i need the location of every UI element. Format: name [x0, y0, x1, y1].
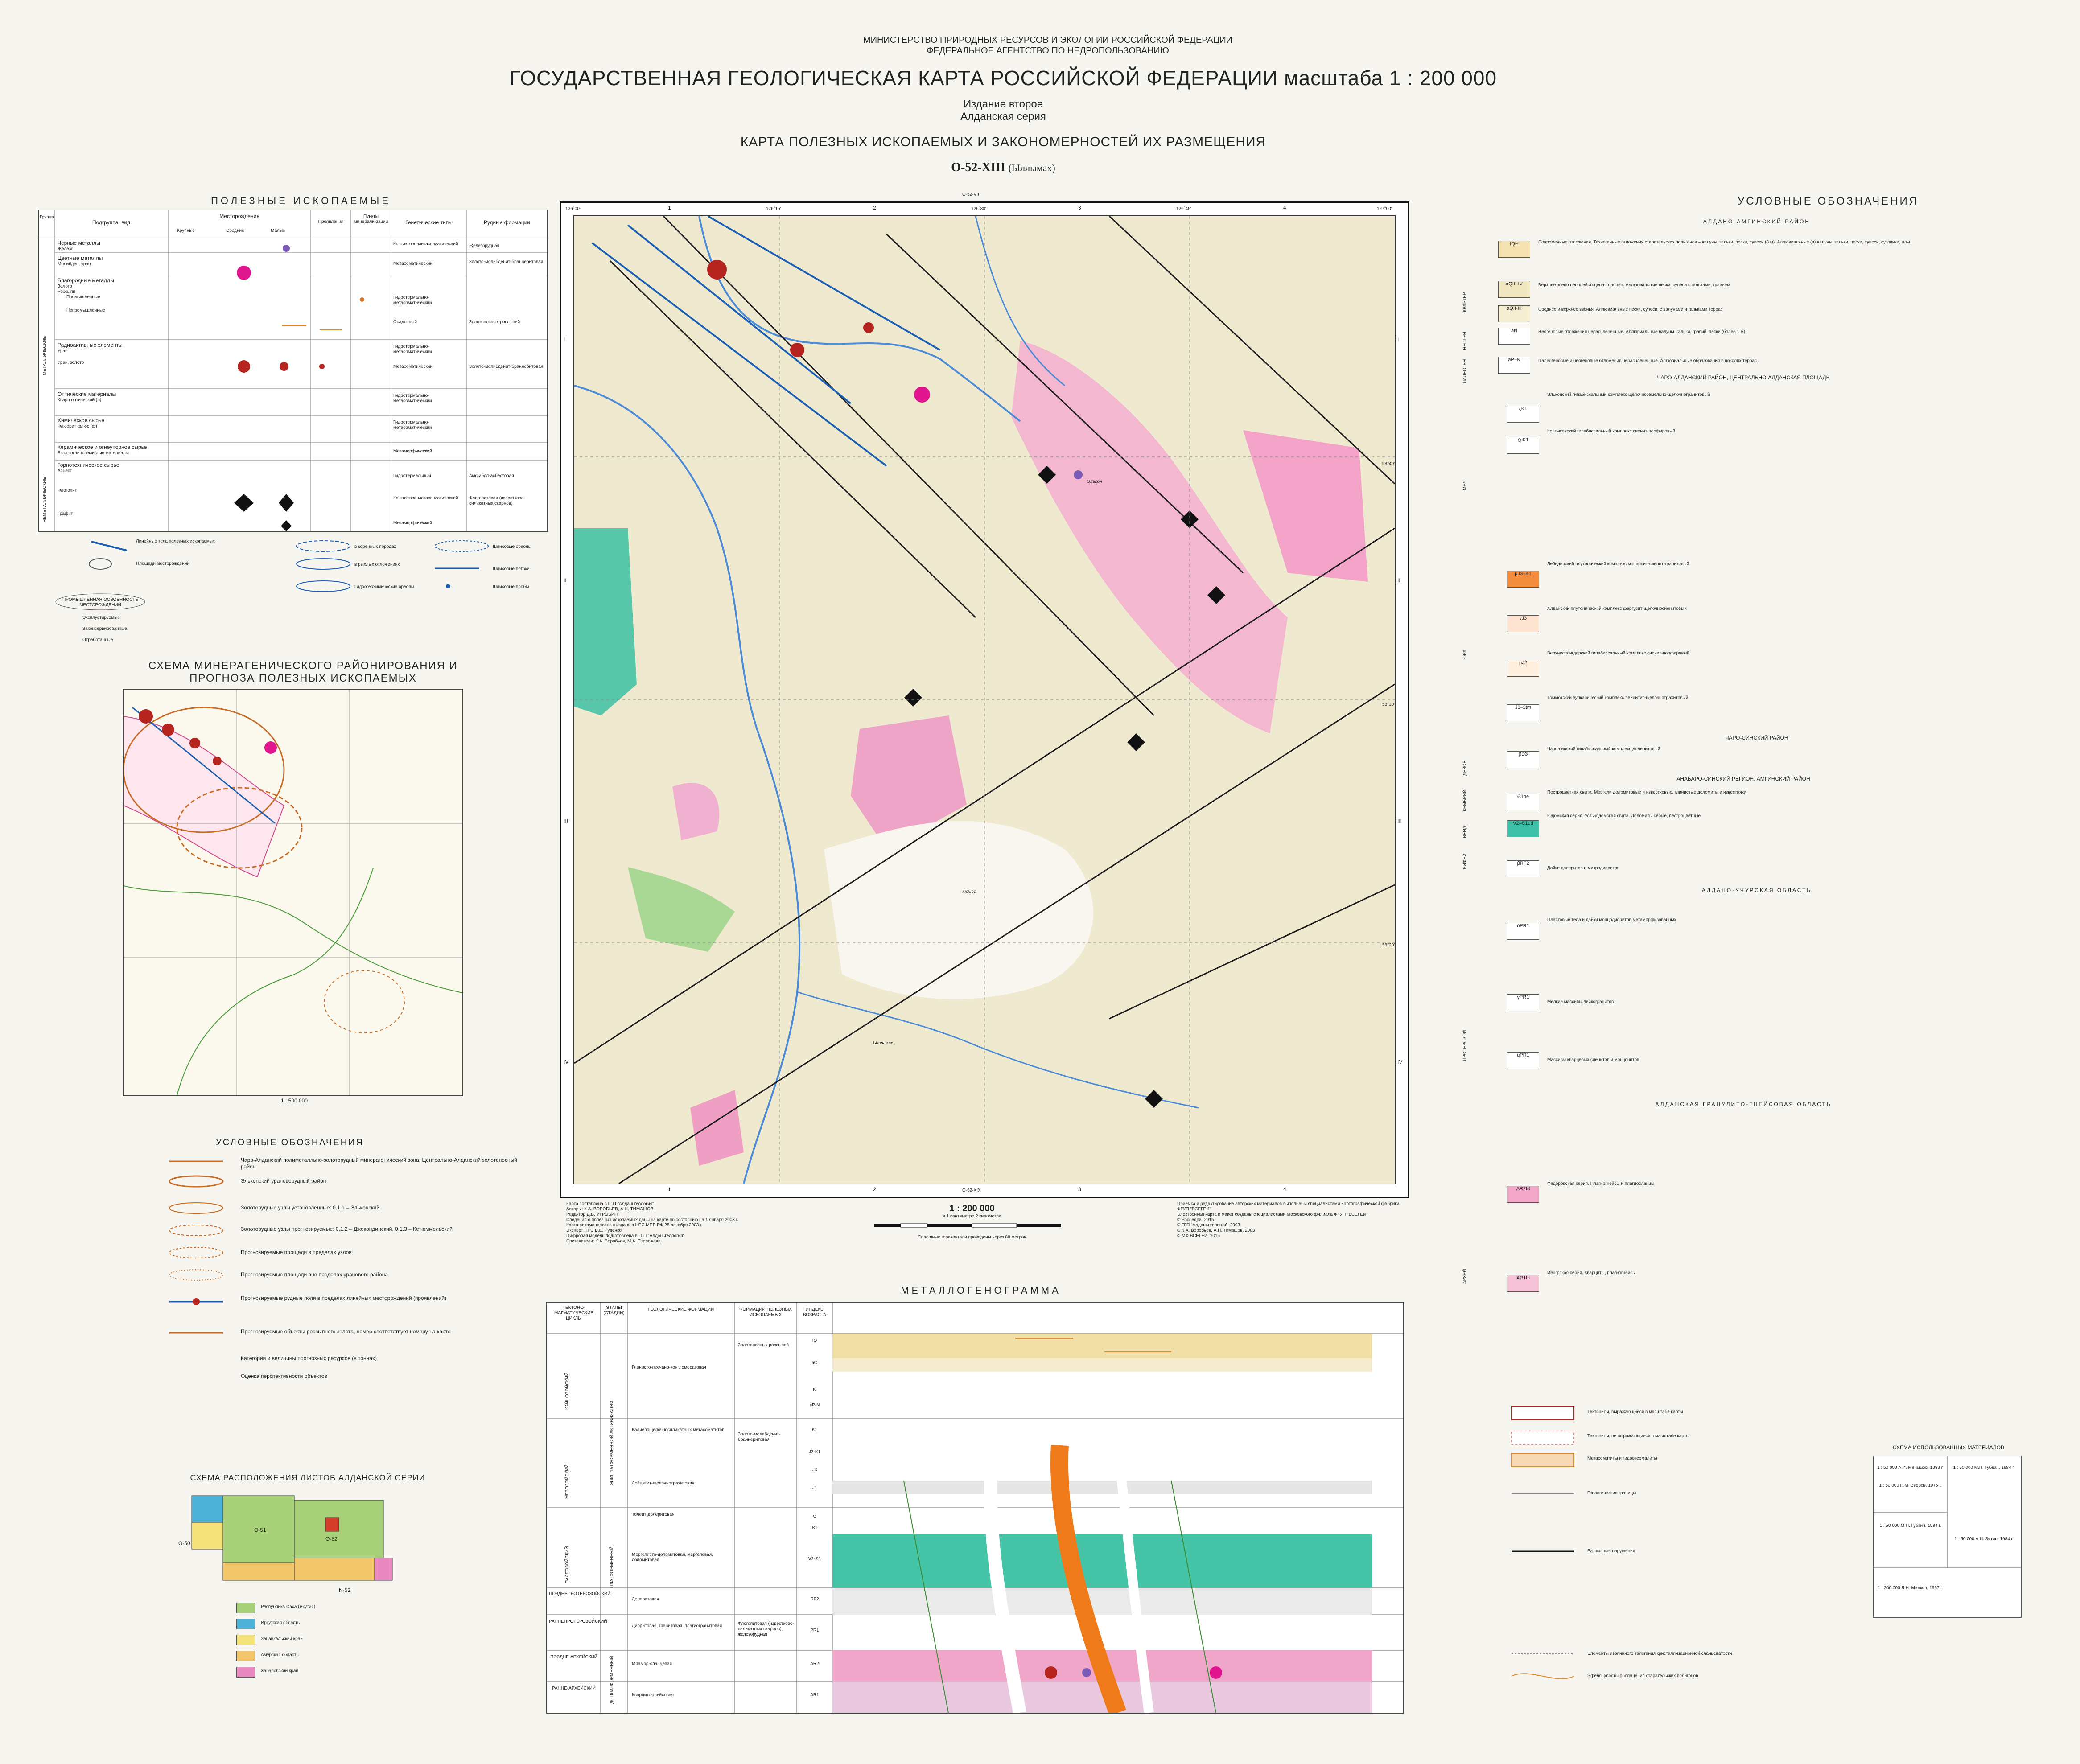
- col-label: 1: [668, 1186, 671, 1192]
- place-label: Элькон: [1087, 479, 1102, 484]
- scheme-title: СХЕМА МИНЕРАГЕНИЧЕСКОГО РАЙОНИРОВАНИЯ И ПРОГНОЗА ПОЛЕЗНЫХ ИСКОПАЕМЫХ: [148, 660, 458, 684]
- structure-note: Тектониты, выражающиеся в масштабе карты: [1587, 1410, 1683, 1414]
- scheme-legend-10: Оценка перспективности объектов: [241, 1373, 327, 1379]
- legend-text: Среднее и верхнее звенья. Аллювиальные пески, супеси, с валунами и гальками террас: [1538, 307, 1723, 312]
- legend-text: Томмотский вулканический комплекс лейцитит-щелочнотрахитовый: [1547, 695, 1689, 700]
- credit-line: Приемка и редактирование авторских материалов выполнены специалистами Картографической фабрики ФГУП "ВСЕГЕИ": [1177, 1201, 1400, 1212]
- col-label: 4: [1283, 1186, 1286, 1192]
- scheme-map: [123, 689, 463, 1096]
- legend-text: Пластовые тела и дайки монцодиоритов метаморфизованных: [1547, 917, 1676, 922]
- right-legend: [1454, 214, 2051, 1391]
- ministry-line-1: МИНИСТЕРСТВО ПРИРОДНЫХ РЕСУРСОВ И ЭКОЛОГИИ РОССИЙСКОЙ ФЕДЕРАЦИИ: [863, 35, 1233, 45]
- legend-swatch: V2–Є1ud: [1507, 820, 1539, 837]
- scheme-legend-symbols: [161, 1155, 250, 1476]
- mg-formation: Мрамор-сланцевая: [632, 1661, 672, 1666]
- scheme-map-graphics: [124, 690, 462, 1095]
- credit-line: Карта рекомендована к изданию НРС МПР РФ 25 декабря 2003 г.: [566, 1223, 703, 1228]
- row-genetic: Метаморфический: [393, 521, 432, 526]
- col-label: 4: [1283, 205, 1286, 211]
- credit-line: Редактор Д.В. УТРОБИН: [566, 1212, 618, 1217]
- row-sub: Цветные металлы: [58, 255, 103, 261]
- metallogram-graphics: [547, 1303, 1403, 1713]
- map-title: ГОСУДАРСТВЕННАЯ ГЕОЛОГИЧЕСКАЯ КАРТА РОССИЙСКОЙ ФЕДЕРАЦИИ масштаба 1 : 200 000: [509, 66, 1497, 90]
- region-swatch: [236, 1603, 255, 1613]
- mineral-row: [58, 462, 167, 517]
- legend-text: Массивы кварцевых сиенитов и монцонитов: [1547, 1057, 1639, 1062]
- industrial-exploited: Эксплуатируемые: [82, 615, 120, 620]
- era-label: КЕМБРИЙ: [1462, 789, 1467, 811]
- legend-swatch: aN: [1498, 328, 1530, 345]
- mg-formation: Мергелисто-доломитовая, мергелевая, доломитовая: [632, 1552, 713, 1563]
- row-genetic: Гидротермально-метасоматический: [393, 420, 432, 430]
- legend-bedrock: в коренных породах: [354, 544, 396, 549]
- mg-age: J3-K1: [808, 1450, 821, 1455]
- legend-region: ЧАРО-СИНСКИЙ РАЙОН: [1725, 735, 1788, 741]
- mineral-row: [58, 417, 167, 429]
- structure-note: Геологические границы: [1587, 1491, 1636, 1496]
- legend-swatch: aQII-III: [1498, 305, 1530, 322]
- legend-text: Коптыковский гипабиссальный комплекс сиенит-порфировый: [1547, 429, 1676, 434]
- legend-text: Иенгрская серия. Кварциты, плагиогнейсы: [1547, 1271, 1636, 1275]
- materials-title: СХЕМА ИСПОЛЬЗОВАННЫХ МАТЕРИАЛОВ: [1893, 1444, 2004, 1451]
- size-small: Малые: [271, 228, 285, 233]
- mg-age: IQ: [812, 1338, 817, 1343]
- scheme-legend-2: Эльконский урановорудный район: [241, 1178, 326, 1184]
- mg-cycle: ПОЗДНЕПРОТЕРОЗОЙСКИЙ: [549, 1591, 611, 1596]
- location-map-graphics: [178, 1491, 410, 1603]
- row-formation: Золото-молибденит-браннеритовая: [469, 259, 544, 264]
- legend-linear-bodies: Линейные тела полезных ископаемых: [136, 539, 215, 544]
- scale-text: 1 : 200 000: [949, 1204, 995, 1213]
- mg-age: J3: [812, 1468, 817, 1472]
- mineral-row: [58, 255, 167, 267]
- lon-label: 126°30': [971, 206, 986, 211]
- mg-col-cycles: ТЕКТОНО-МАГМАТИЧЕСКИЕ ЦИКЛЫ: [554, 1305, 593, 1321]
- era-label: ВЕНД: [1462, 826, 1467, 838]
- legend-text: Юдомская серия. Усть-юдомская свита. Доломиты серые, пестроцветные: [1547, 814, 1701, 818]
- iron-symbol: [283, 245, 290, 252]
- mineral-row: [58, 342, 167, 366]
- place-label: Ыллымах: [873, 1041, 893, 1046]
- group-nonmetallic: НЕМЕТАЛЛИЧЕСКИЕ: [42, 477, 47, 522]
- industrial-conserved: Законсервированные: [82, 626, 127, 631]
- scheme-legend-8: Прогнозируемые объекты россыпного золота, номер соответствует номеру на карте: [241, 1328, 451, 1335]
- mg-ore: Золото-молибденит-браннеритовая: [738, 1432, 781, 1442]
- legend-text: Мелкие массивы лейкогранитов: [1547, 999, 1614, 1004]
- mg-formation: Кварцито-гнейсовая: [632, 1693, 674, 1698]
- row-kind: Молибден, уран: [58, 262, 91, 267]
- structure-legend: [1494, 1404, 1895, 1694]
- mg-formation: Калиевощелочносиликатных метасоматитов: [632, 1427, 725, 1432]
- row-formation: Флогопитовая (известково-силикатных скарнов): [469, 496, 525, 506]
- row-kind: Промышленные: [66, 295, 100, 300]
- materials-scheme: [1873, 1456, 2022, 1618]
- structure-note: Метасоматиты и гидротермалиты: [1587, 1456, 1657, 1461]
- legend-text: Алданский плутонический комплекс фергусит-щелочносиенитовый: [1547, 606, 1687, 611]
- era-label: ПАЛЕОГЕН: [1462, 359, 1467, 383]
- mg-age: AR2: [810, 1661, 819, 1666]
- lon-label: 126°45': [1176, 206, 1191, 211]
- row-formation: Железорудная: [469, 243, 500, 248]
- region-swatch: [236, 1635, 255, 1645]
- legend-text: Современные отложения. Техногенные отложения старательских полигонов – валуны, гальки, пески, супеси (8 м). Аллювиальные (а) валуны, гальки, пески, супеси, суглинки, илы: [1538, 240, 1910, 245]
- mg-col-ore: ФОРМАЦИИ ПОЛЕЗНЫХ ИСКОПАЕМЫХ: [739, 1307, 792, 1317]
- row-genetic: Гидротермальный: [393, 473, 431, 478]
- mineral-row: [58, 240, 167, 252]
- legend-text: Эльконский гипабиссальный комплекс щелочноземельно-щелочногранитовый: [1547, 392, 1710, 397]
- row-genetic: Метасоматический: [393, 261, 433, 266]
- material-entry: 1 : 50 000 А.И. Зятин, 1984 г.: [1954, 1537, 2014, 1542]
- legend-swatch: μJ2: [1507, 660, 1539, 677]
- sheet-number: [847, 160, 1159, 175]
- legend-deposit-areas: Площади месторождений: [136, 561, 189, 566]
- credit-line: Электронная карта и макет созданы специалистами Московского филиала ФГУП "ВСЕГЕИ": [1177, 1212, 1368, 1217]
- legend-text: Дайки долеритов и микродиоритов: [1547, 866, 1620, 871]
- legend-swatch: Є1pe: [1507, 794, 1539, 810]
- legend-swatch: J1–2tm: [1507, 704, 1539, 721]
- main-map[interactable]: [560, 192, 1409, 1198]
- era-label: НЕОГЕН: [1462, 332, 1467, 350]
- structure-note: Эфеля, хвосты обогащения старательских полигонов: [1587, 1674, 1698, 1678]
- legend-region: ЧАРО-АЛДАНСКИЙ РАЙОН, ЦЕНТРАЛЬНО-АЛДАНСКАЯ ПЛОЩАДЬ: [1657, 374, 1830, 381]
- row-formation: Амфибол-асбестовая: [469, 473, 514, 478]
- legend-loose: в рыхлых отложениях: [354, 562, 400, 567]
- scheme-legend-7: Прогнозируемые рудные поля в пределах линейных месторождений (проявлений): [241, 1295, 447, 1301]
- legend-swatch: γPR1: [1507, 994, 1539, 1011]
- sheet-name: (Ыллымах): [1008, 162, 1055, 173]
- metallogram: [546, 1302, 1404, 1714]
- scheme-legend-1: Чаро-Алданский полиметалльно-золоторудный минерагенический зона. Центрально-Алданский золотоносный район: [241, 1157, 517, 1170]
- symbol-legend: [38, 533, 546, 649]
- credit-line: Составители: К.А. Воробьев, М.А. Сторожева: [566, 1239, 661, 1244]
- era-label: ДЕВОН: [1462, 760, 1467, 776]
- mg-cycle: РАННЕ-АРХЕЙСКИЙ: [552, 1686, 596, 1691]
- row-label: III: [564, 818, 568, 824]
- legend-text: Верхнеселигдарский гипабиссальный комплекс сиенит-порфировый: [1547, 651, 1689, 656]
- lon-label: 126°15': [766, 206, 781, 211]
- mg-stage: ЭПИПЛАТФОРМЕННОЙ АКТИВИЗАЦИИ: [610, 1400, 614, 1485]
- mg-formation: Долеритовая: [632, 1597, 659, 1602]
- row-label: I: [1397, 337, 1399, 343]
- legend-text: Пестроцветная свита. Мергели доломитовые и известковые, глинистые доломиты и известняки: [1547, 790, 1746, 795]
- mg-age: J1: [812, 1485, 817, 1490]
- legend-swatch: ζρK1: [1507, 437, 1539, 454]
- col-label: 3: [1078, 205, 1081, 211]
- region-swatch: [236, 1667, 255, 1678]
- structure-legend-symbols: [1494, 1404, 1583, 1694]
- credit-line: Цифровая модель подготовлена в ГГП "Алданьгеология": [566, 1234, 685, 1238]
- row-sub: Радиоактивные элементы: [58, 342, 123, 348]
- mg-cycle: РАННЕПРОТЕРОЗОЙСКИЙ: [549, 1619, 607, 1624]
- mg-formation: Диоритовая, гранитовая, плагиогранитовая: [632, 1624, 722, 1628]
- row-label: IV: [1397, 1059, 1403, 1065]
- mg-col-stages: ЭТАПЫ (СТАДИИ): [603, 1305, 625, 1316]
- scale-block: [861, 1204, 1083, 1240]
- mineral-row: [58, 277, 167, 313]
- legend-swatch: IQH: [1498, 241, 1530, 258]
- row-sub: Химическое сырье: [58, 417, 104, 424]
- mg-age: aQ: [811, 1361, 818, 1365]
- row-genetic: Контактово-метасо-матический: [393, 242, 458, 247]
- size-medium: Средние: [226, 228, 244, 233]
- col-formation: Рудные формации: [483, 219, 531, 226]
- era-label: РИФЕЙ: [1462, 853, 1467, 869]
- scale-bar: [861, 1219, 1083, 1233]
- era-label: ПРОТЕРОЗОЙ: [1462, 1030, 1467, 1061]
- material-entry: 1 : 50 000 А.И. Меньшов, 1989 г.: [1877, 1465, 1944, 1470]
- region-name: Хабаровский край: [261, 1669, 299, 1674]
- col-group: Группа: [40, 215, 54, 220]
- credit-line: © ГГП "Алданьгеология", 2003: [1177, 1223, 1240, 1228]
- lon-label: 126°00': [565, 206, 581, 211]
- mg-cycle: МЕЗОЗОЙСКИЙ: [565, 1464, 570, 1499]
- credit-line: © МФ ВСЕГЕИ, 2015: [1177, 1234, 1220, 1238]
- row-kind: Непромышленные: [66, 308, 105, 313]
- row-formation: Золотоносных россыпей: [469, 320, 520, 325]
- industrial-title: ПРОМЫШЛЕННАЯ ОСВОЕННОСТЬ МЕСТОРОЖДЕНИЙ: [62, 597, 138, 608]
- legend-hydro: Гидрогеохимические ореолы: [354, 584, 415, 589]
- place-label: Кючюс: [962, 889, 976, 894]
- map-name: КАРТА ПОЛЕЗНЫХ ИСКОПАЕМЫХ И ЗАКОНОМЕРНОСТЕЙ ИХ РАЗМЕЩЕНИЯ: [740, 135, 1266, 149]
- sheet-code: O-52-XIII: [951, 160, 1005, 174]
- mg-col-age: ИНДЕКС ВОЗРАСТА: [803, 1307, 826, 1317]
- lon-label: 127°00': [1377, 206, 1392, 211]
- region-name: Амурская область: [261, 1653, 299, 1657]
- material-entry: 1 : 50 000 М.П. Губкин, 1984 г.: [1953, 1465, 2015, 1470]
- legend-region: АЛДАНО-УЧУРСКАЯ ОБЛАСТЬ: [1701, 887, 1812, 893]
- region-name: Забайкальский край: [261, 1637, 303, 1641]
- region-name: Республика Саха (Якутия): [261, 1604, 316, 1609]
- row-label: II: [564, 577, 567, 584]
- row-label: IV: [564, 1059, 569, 1065]
- row-kind: Флюорит флюс (ф): [58, 424, 97, 429]
- row-kind: Кварц оптический (р): [58, 398, 102, 403]
- row-genetic: Контактово-метасо-матический: [393, 496, 458, 501]
- mg-cycle: ПОЗДНЕ-АРХЕЙСКИЙ: [550, 1655, 597, 1660]
- row-sub: Благородные металлы: [58, 277, 114, 284]
- credits-left: [566, 1201, 816, 1244]
- row-genetic: Гидротермально-метасоматический: [393, 393, 432, 403]
- location-label-n52: N-52: [339, 1587, 351, 1593]
- legend-halo: Шлиховые ореолы: [493, 544, 531, 549]
- mg-formation: Лейцитит-щелочнотрахитовая: [632, 1481, 695, 1486]
- col-label: 1: [668, 205, 671, 211]
- scale-note: в 1 сантиметре 2 километра: [943, 1214, 1001, 1219]
- row-label: I: [564, 337, 565, 343]
- legend-swatch: aP–N: [1498, 357, 1530, 374]
- structure-note: Элементы изолинного залегания кристаллизационной сланцеватости: [1587, 1651, 1732, 1656]
- main-map-area[interactable]: [573, 215, 1396, 1184]
- main-map-graphics: [574, 216, 1395, 1184]
- row-kind: Золото: [58, 284, 72, 289]
- scheme-legend-title: УСЛОВНЫЕ ОБОЗНАЧЕНИЯ: [216, 1138, 364, 1147]
- mg-age: V2-Є1: [808, 1557, 821, 1562]
- row-label: II: [1397, 577, 1400, 584]
- legend-text: Федоровская серия. Плагиогнейсы и плагиосланцы: [1547, 1181, 1655, 1186]
- right-legend-title: УСЛОВНЫЕ ОБОЗНАЧЕНИЯ: [1737, 195, 1919, 207]
- mg-formation: Толеит-долеритовая: [632, 1512, 675, 1517]
- scheme-scale: 1 : 500 000: [280, 1098, 308, 1104]
- row-genetic: Гидротермально-метасоматический: [393, 295, 432, 305]
- edition-block: [803, 98, 1204, 123]
- mg-age: aP-N: [809, 1403, 820, 1408]
- legend-samples: Шлиховые пробы: [493, 584, 529, 589]
- mg-age: K1: [811, 1427, 818, 1432]
- legend-text: Лебединский плутонический комплекс монцонит-сиенит-гранитовый: [1547, 562, 1689, 567]
- group-metallic: МЕТАЛЛИЧЕСКИЕ: [42, 336, 47, 375]
- mg-stage: ПЛАТФОРМЕННЫЙ: [610, 1546, 614, 1588]
- lat-label: 58°30': [1382, 702, 1395, 707]
- material-entry: 1 : 50 000 М.П. Губкин, 1984 г.: [1879, 1523, 1941, 1528]
- legend-streams: Шлиховые потоки: [493, 567, 530, 572]
- legend-swatch: βRF2: [1507, 860, 1539, 877]
- col-label: 3: [1078, 1186, 1081, 1192]
- credit-line: © Роснедра, 2015: [1177, 1217, 1214, 1222]
- mg-col-formations: ГЕОЛОГИЧЕСКИЕ ФОРМАЦИИ: [647, 1307, 714, 1312]
- row-kind: Уран: [58, 349, 68, 354]
- scheme-legend-3: Золоторудные узлы установленные: 0.1.1 – Эльконский: [241, 1205, 380, 1211]
- mg-ore: Золотоносных россыпей: [738, 1343, 789, 1348]
- mg-age: AR1: [810, 1693, 819, 1698]
- minerals-title: ПОЛЕЗНЫЕ ИСКОПАЕМЫЕ: [211, 195, 391, 206]
- minerals-table-panel: [38, 210, 548, 532]
- row-genetic: Метасоматический: [393, 364, 433, 369]
- era-label: МЕЛ: [1462, 481, 1467, 490]
- size-large: Крупные: [177, 228, 195, 233]
- mineral-row: [58, 391, 167, 403]
- col-occurrences: Проявления: [318, 219, 344, 224]
- mg-age: N: [813, 1387, 816, 1392]
- row-sub: Горнотехническое сырье: [58, 462, 119, 468]
- material-entry: 1 : 200 000 Л.Н. Малков, 1967 г.: [1878, 1586, 1943, 1591]
- row-sub: Керамическое и огнеупорное сырье: [58, 444, 147, 450]
- mg-age: O: [813, 1514, 816, 1519]
- row-kind: Асбест: [58, 469, 72, 473]
- col-subgroup: Подгруппа, вид: [92, 219, 131, 226]
- era-label: КВАРТЕР: [1462, 292, 1467, 312]
- location-title: СХЕМА РАСПОЛОЖЕНИЯ ЛИСТОВ АЛДАНСКОЙ СЕРИИ: [190, 1473, 425, 1482]
- row-formation: Золото-молибденит-браннеритовая: [469, 364, 544, 369]
- credit-line: Эксперт НРС В.Е. Руденко: [566, 1228, 622, 1233]
- mg-age: Є1: [811, 1526, 818, 1530]
- row-sub: Россыпи: [58, 289, 75, 294]
- ministry-header: [669, 35, 1427, 56]
- legend-swatch: AR2fd: [1507, 1186, 1539, 1203]
- col-genetic: Генетические типы: [405, 219, 453, 226]
- legend-region: АНАБАРО-СИНСКИЙ РЕГИОН, АМГИНСКИЙ РАЙОН: [1676, 776, 1810, 782]
- col-points: Пункты минерали-зации: [354, 214, 388, 224]
- region-legend: [236, 1603, 415, 1687]
- col-label: 2: [873, 205, 876, 211]
- material-entry: 1 : 50 000 Н.М. Зверев, 1975 г.: [1879, 1483, 1942, 1488]
- row-genetic: Гидротермально-метасоматический: [393, 344, 432, 354]
- region-name: Иркутская область: [261, 1620, 300, 1625]
- region-swatch: [236, 1619, 255, 1629]
- ministry-line-2: ФЕДЕРАЛЬНОЕ АГЕНТСТВО ПО НЕДРОПОЛЬЗОВАНИЮ: [927, 46, 1169, 56]
- mg-formation: Глинисто-песчано-конгломератовая: [632, 1365, 706, 1370]
- mg-age: RF2: [810, 1597, 819, 1602]
- credit-line: Сведения о полезных ископаемых даны на карте по состоянию на 1 января 2003 г.: [566, 1217, 738, 1222]
- legend-region: АЛДАНО-АМГИНСКИЙ РАЙОН: [1703, 218, 1811, 225]
- era-label: ЮРА: [1462, 650, 1467, 660]
- legend-text: Неогеновые отложения нерасчлененные. Аллювиальные валуны, гальки, гравий, пески (более 1 м): [1538, 329, 1746, 334]
- legend-region: АЛДАНСКАЯ ГРАНУЛИТО-ГНЕЙСОВАЯ ОБЛАСТЬ: [1655, 1101, 1832, 1107]
- contour-note: Сплошные горизонтали проведены через 80 метров: [918, 1235, 1026, 1240]
- row-kind: Железо: [58, 247, 74, 251]
- lat-label: 58°40': [1382, 461, 1395, 466]
- col-deposits: Месторождения: [219, 213, 259, 219]
- series: Алданская серия: [960, 111, 1046, 123]
- legend-swatch: qPR1: [1507, 1052, 1539, 1069]
- mg-ore: Флогопитовая (известково-силикатных скарнов), железорудная: [738, 1621, 794, 1637]
- metallogram-title: МЕТАЛЛОГЕНОГРАММА: [901, 1285, 1061, 1296]
- era-label: АРХЕЙ: [1462, 1269, 1467, 1284]
- industrial-worked: Отработанные: [82, 637, 113, 642]
- location-map: [178, 1491, 410, 1603]
- structure-note: Тектониты, не выражающиеся в масштабе карты: [1587, 1434, 1689, 1439]
- credits-right: [1177, 1201, 1409, 1239]
- scheme-legend-9: Категории и величины прогнозных ресурсов (в тоннах): [241, 1355, 377, 1361]
- row-kind: Графит: [58, 511, 73, 516]
- scheme-legend: [161, 1155, 526, 1476]
- legend-swatch: μJ3–K1: [1507, 571, 1539, 588]
- location-label-o50: O-50: [178, 1540, 190, 1546]
- scheme-legend-4: Золоторудные узлы прогнозируемые: 0.1.2 – Джекондинский, 0.1.3 – Кётюммельский: [241, 1226, 453, 1232]
- mg-cycle: КАЙНОЗОЙСКИЙ: [565, 1373, 570, 1410]
- legend-swatch: AR1hl: [1507, 1275, 1539, 1292]
- row-genetic: Метаморфический: [393, 449, 432, 454]
- row-genetic: Осадочный: [393, 320, 417, 325]
- legend-text: Верхнее звено неоплейстоцена–голоцен. Аллювиальные пески, супеси с гальками, гравием: [1538, 283, 1730, 288]
- credit-line: © К.А. Воробьев, А.Н. Тимашов, 2003: [1177, 1228, 1255, 1233]
- legend-swatch: βD3: [1507, 751, 1539, 768]
- scheme-legend-6: Прогнозируемые площади вне пределах уранового района: [241, 1271, 388, 1278]
- location-label-o51: O-51: [254, 1527, 266, 1533]
- region-swatch: [236, 1651, 255, 1661]
- legend-swatch: aQIII-IV: [1498, 281, 1530, 298]
- row-kind: Уран, золото: [58, 360, 84, 365]
- row-kind: Флогопит: [58, 488, 77, 493]
- mg-stage: ДОПЛАТФОРМЕННЫЙ: [610, 1656, 614, 1704]
- location-label-o52: O-52: [325, 1536, 338, 1542]
- legend-text: Палеогеновые и неогеновые отложения нерасчлененные. Аллювиальные образования в цоколях террас: [1538, 358, 1757, 363]
- mg-cycle: ПАЛЕОЗОЙСКИЙ: [565, 1546, 570, 1583]
- sheet-bottom-neighbor: O-52-XIX: [962, 1188, 981, 1193]
- legend-swatch: δPR1: [1507, 923, 1539, 940]
- row-sub: Оптические материалы: [58, 391, 116, 397]
- scheme-legend-5: Прогнозируемые площади в пределах узлов: [241, 1249, 352, 1255]
- legend-swatch: εJ3: [1507, 615, 1539, 632]
- row-kind: Высокоглиноземистые материалы: [58, 451, 129, 456]
- credit-line: Авторы: К.А. ВОРОБЬЕВ, А.Н. ТИМАШОВ: [566, 1207, 654, 1212]
- structure-note: Разрывные нарушения: [1587, 1549, 1635, 1554]
- mineral-row: [58, 444, 167, 456]
- edition: Издание второе: [963, 98, 1043, 110]
- mg-age: PR1: [810, 1628, 819, 1633]
- legend-text: Чаро-синский гипабиссальный комплекс долеритовый: [1547, 747, 1660, 752]
- row-label: III: [1397, 818, 1402, 824]
- lat-label: 58°20': [1382, 943, 1395, 948]
- legend-swatch: ξK1: [1507, 406, 1539, 423]
- col-label: 2: [873, 1186, 876, 1192]
- molybdenum-uranium-symbol: [237, 266, 251, 280]
- sheet-top-neighbor: O-52-VII: [962, 192, 979, 197]
- credit-line: Карта составлена в ГГП "Алданьгеология": [566, 1201, 654, 1206]
- row-sub: Черные металлы: [58, 240, 100, 246]
